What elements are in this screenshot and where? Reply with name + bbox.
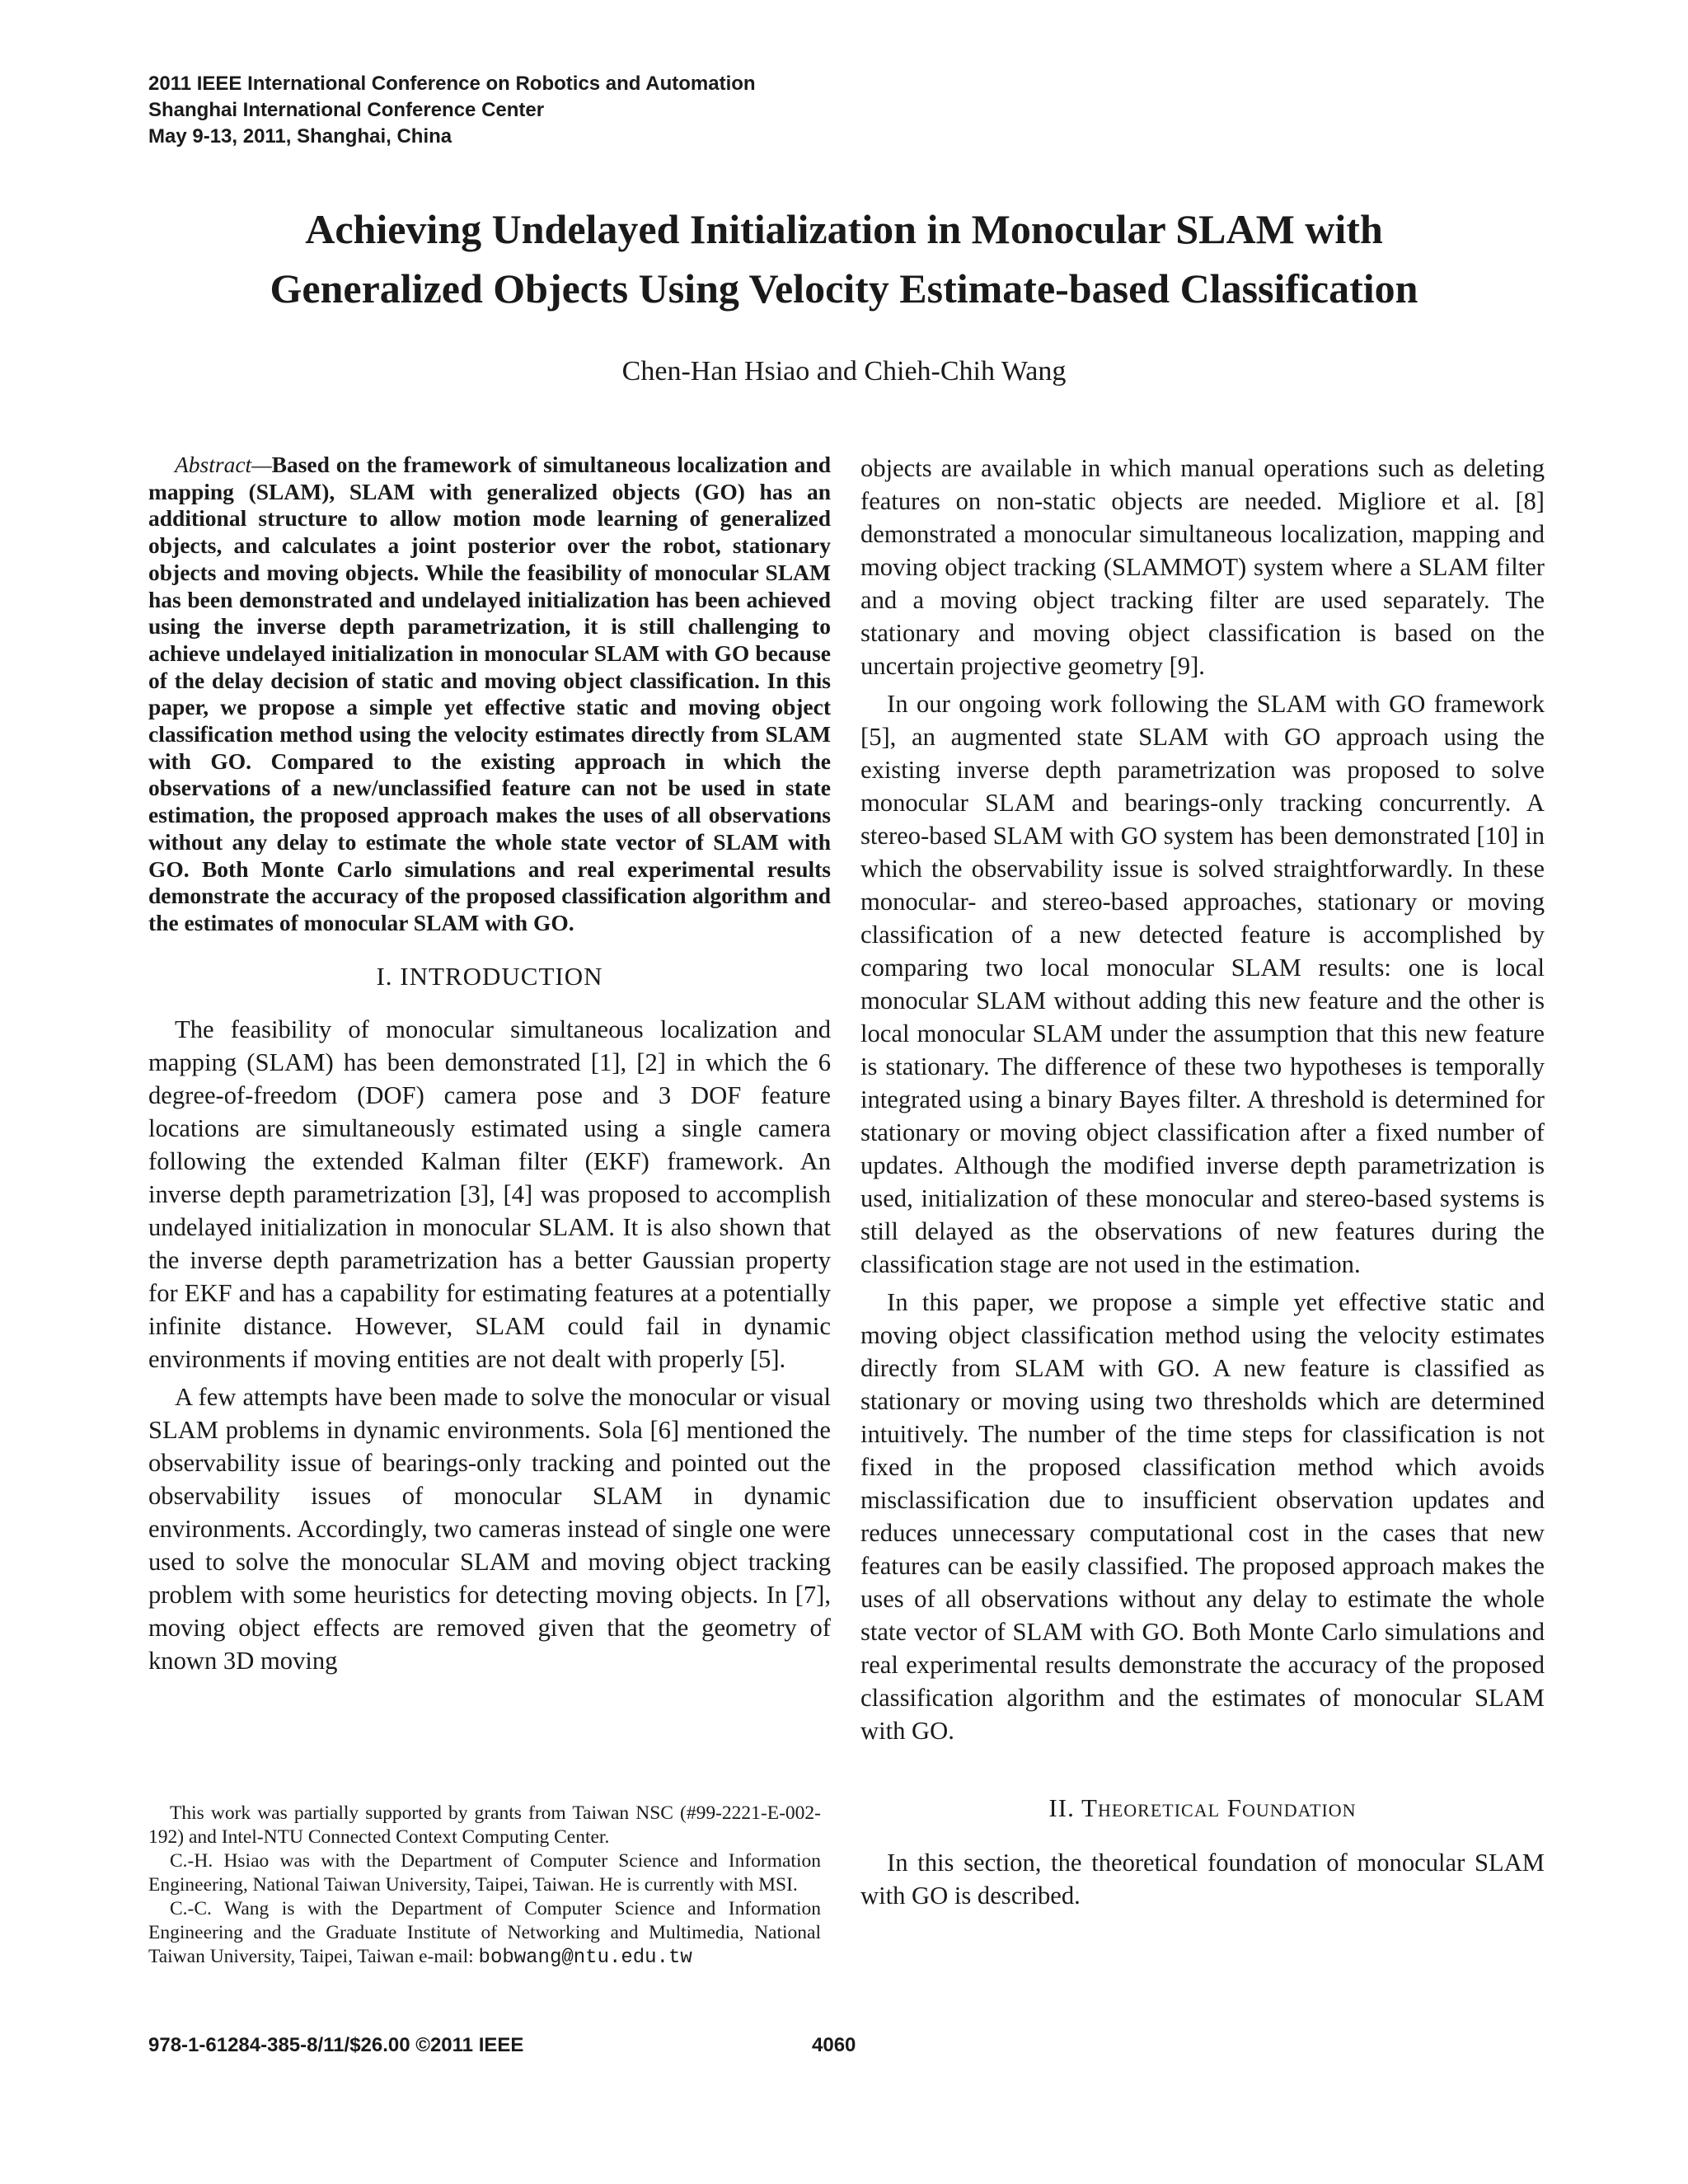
title-line-2: Generalized Objects Using Velocity Estimate-based Classification [270, 265, 1418, 312]
paragraph: In our ongoing work following the SLAM with GO framework [5], an augmented state SLAM with GO approach using the existing inverse depth parametrization was proposed to solve monocular SLAM and bearings-only tracking concurrently. A stereo-based SLAM with GO system has been demonstrated [10] in which the observability issue is solved straightforwardly. In these monocular- and stereo-based approaches, stationary or moving classification of a new detected feature is accomplished by comparing two local monocular SLAM results: one is local monocular SLAM without adding this new feature and the other is local monocular SLAM under the assumption that this new feature is stationary. The difference of these two hypotheses is temporally integrated using a binary Bayes filter. A threshold is determined for stationary or moving object classification after a fixed number of updates. Although the modified inverse depth parametrization is used, initialization of these monocular and stereo-based systems is still delayed as the observations of new features during the classification stage are not used in the estimation. [860, 690, 1545, 1278]
title-line-1: Achieving Undelayed Initialization in Monocular SLAM with [305, 206, 1383, 252]
footnote [148, 1897, 821, 1970]
paper-title [132, 199, 1556, 318]
footnote-text: C.-C. Wang is with the Department of Computer Science and Information Engineering and the Graduate Institute of Networking and Multimedia, National Taiwan University, Taipei, Taiwan e-mail: [148, 1898, 821, 1967]
section-heading-theoretical-foundation: II. Theoretical Foundation [1048, 1793, 1357, 1822]
author-email: bobwang@ntu.edu.tw [478, 1947, 692, 1969]
section-heading-introduction: I. INTRODUCTION [376, 961, 603, 991]
conference-date: May 9-13, 2011, Shanghai, China [148, 125, 452, 148]
right-column [860, 452, 1545, 1917]
left-column [148, 452, 831, 1682]
footnote: This work was partially supported by grants from Taiwan NSC (#99-2221-E-002-192) and Intel-NTU Connected Context Computing Center. [148, 1802, 821, 1848]
page-number: 4060 [812, 2034, 856, 2056]
abstract-lead: Abstract— [175, 452, 272, 477]
footnote: C.-H. Hsiao was with the Department of Computer Science and Information Engineering, National Taiwan University, Taipei, Taiwan. He is currently with MSI. [148, 1850, 821, 1896]
abstract [148, 452, 831, 937]
conference-name: 2011 IEEE International Conference on Robotics and Automation [148, 73, 756, 95]
footer-isbn: 978-1-61284-385-8/11/$26.00 ©2011 IEEE [148, 2034, 524, 2056]
paragraph: In this section, the theoretical foundation of monocular SLAM with GO is described. [860, 1849, 1545, 1910]
footnotes [148, 1802, 821, 1970]
paragraph: The feasibility of monocular simultaneous localization and mapping (SLAM) has been demonstrated [1], [2] in which the 6 degree-of-freedom (DOF) camera pose and 3 DOF feature locations are simultaneously estimated using a single camera following the extended Kalman filter (EKF) framework. An inverse depth parametrization [3], [4] was proposed to accomplish undelayed initialization in monocular SLAM. It is also shown that the inverse depth parametrization has a better Gaussian property for EKF and has a capability for estimating features at a potentially infinite distance. However, SLAM could fail in dynamic environments if moving entities are not dealt with properly [5]. [148, 1015, 831, 1373]
conference-header [148, 71, 756, 150]
paragraph: A few attempts have been made to solve the monocular or visual SLAM problems in dynamic environments. Sola [6] mentioned the observability issue of bearings-only tracking and pointed out the observability issues of monocular SLAM in dynamic environments. Accordingly, two cameras instead of single one were used to solve the monocular SLAM and moving object tracking problem with some heuristics for detecting moving objects. In [7], moving object effects are removed given that the geometry of known 3D moving [148, 1382, 831, 1675]
paragraph: objects are available in which manual operations such as deleting features on non-static objects are needed. Migliore et al. [8] demonstrated a monocular simultaneous localization, mapping and moving object tracking (SLAMMOT) system where a SLAM filter and a moving object tracking filter are used separately. The stationary and moving object classification is based on the uncertain projective geometry [9]. [860, 454, 1545, 680]
abstract-text: Based on the framework of simultaneous localization and mapping (SLAM), SLAM with generalized objects (GO) has an additional structure to allow motion mode learning of generalized objects, and calculates a joint posterior over the robot, stationary objects and moving objects. While the feasibility of monocular SLAM has been demonstrated and undelayed initialization has been achieved using the inverse depth parametrization, it is still challenging to achieve undelayed initialization in monocular SLAM with GO because of the delay decision of static and moving object classification. In this paper, we propose a simple yet effective static and moving object classification method using the velocity estimates directly from SLAM with GO. Compared to the existing approach in which the observations of a new/unclassified feature can not be used in state estimation, the proposed approach makes the uses of all observations without any delay to estimate the whole state vector of SLAM with GO. Both Monte Carlo simulations and real experimental results demonstrate the accuracy of the proposed classification algorithm and the estimates of monocular SLAM with GO. [148, 452, 831, 935]
paragraph: In this paper, we propose a simple yet effective static and moving object classification method using the velocity estimates directly from SLAM with GO. A new feature is classified as stationary or moving using two thresholds which are determined intuitively. The number of the time steps for classification is not fixed in the proposed classification method which avoids misclassification due to insufficient observation updates and reduces unnecessary computational cost in the cases that new features can be easily classified. The proposed approach makes the uses of all observations without any delay to estimate the whole state vector of SLAM with GO. Both Monte Carlo simulations and real experimental results demonstrate the accuracy of the proposed classification algorithm and the estimates of monocular SLAM with GO. [860, 1288, 1545, 1745]
conference-venue: Shanghai International Conference Center [148, 99, 545, 121]
authors: Chen-Han Hsiao and Chieh-Chih Wang [621, 356, 1067, 387]
